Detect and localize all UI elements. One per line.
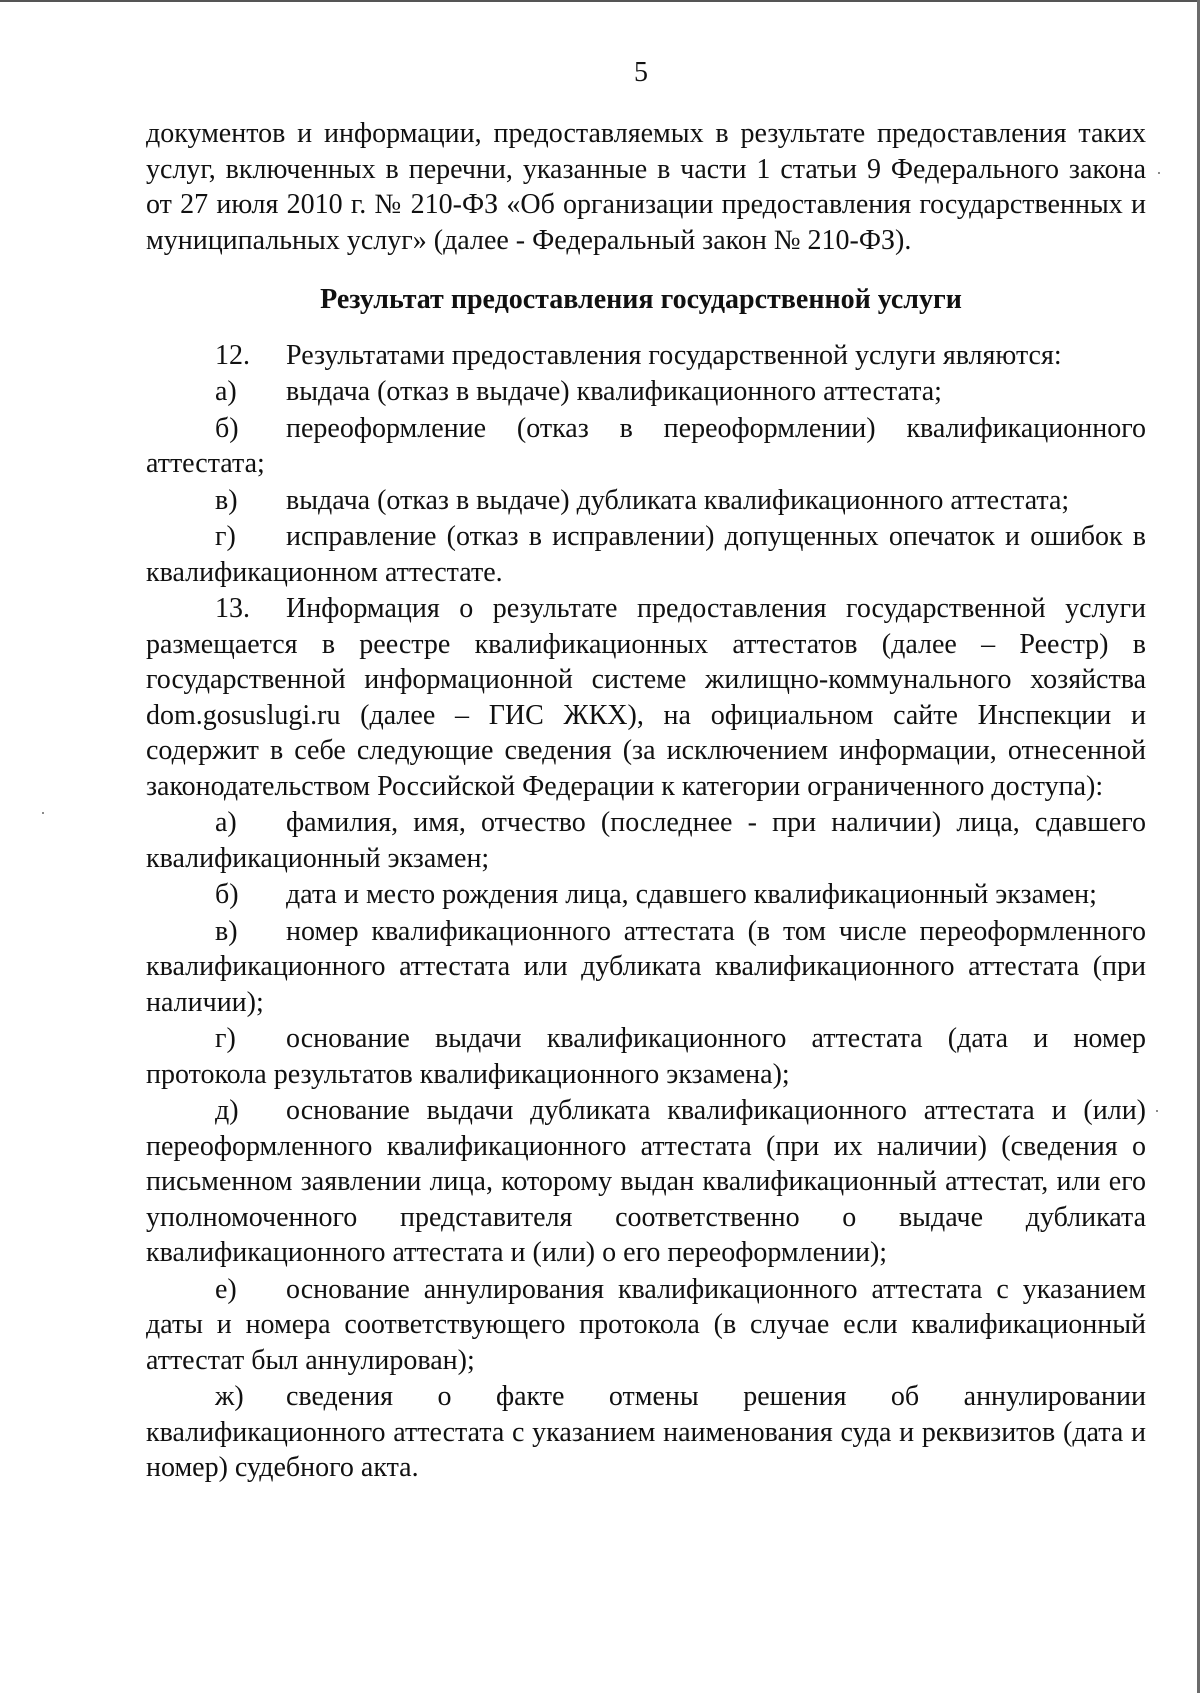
clause-12-item (146, 374, 1146, 410)
item-marker: д) (215, 1095, 239, 1126)
item-marker: б) (215, 412, 239, 444)
clause-12-item (146, 483, 1146, 519)
item-text: основание аннулирования квалификационного аттестата с указанием даты и номера соответствующего протокола (в случае если квалификационный аттестат был аннулирован); (146, 1273, 1146, 1376)
clause-number: 12. (215, 339, 250, 371)
clause-13-item (146, 1272, 1146, 1379)
clause-12-item (146, 519, 1146, 590)
clause-13-item (146, 1021, 1146, 1092)
item-marker: ж) (215, 1381, 244, 1412)
clause-12 (146, 338, 1146, 374)
item-marker: в) (215, 915, 238, 947)
item-text: номер квалификационного аттестата (в том числе переоформленного квалификационного аттестата или дубликата квалификационного аттестата (при наличии); (146, 915, 1146, 1018)
scan-speck (1156, 1110, 1158, 1112)
item-text: сведения о факте отмены решения об аннулировании квалификационного аттестата с указанием наименования суда и реквизитов (дата и номер) судебного акта. (146, 1381, 1146, 1483)
item-marker: б) (215, 879, 239, 910)
item-marker: е) (215, 1273, 237, 1305)
clause-number: 13. (215, 593, 250, 624)
item-text: основание выдачи дубликата квалификационного аттестата и (или) переоформленного квалификационного аттестата (при их наличии) (сведения о письменном заявлении лица, которому выдан квалификационный аттестат, или его уполномоченного представителя соответственно о выдаче дубликата квалификационного аттестата и (или) о его переоформлении); (146, 1095, 1146, 1268)
paragraph-text: документов и информации, предоставляемых в результате предоставления таких услуг, включенных в перечни, указанные в части 1 статьи 9 Федерального закона от 27 июля 2010 г. № 210-ФЗ «Об организации предоставления государственных и муниципальных услуг» (далее - Федеральный закон № 210-ФЗ). (146, 118, 1146, 256)
scan-top-edge (0, 0, 1200, 2)
clause-13-item (146, 877, 1146, 913)
item-text: переоформление (отказ в переоформлении) квалификационного аттестата; (146, 412, 1146, 479)
item-text: основание выдачи квалификационного аттестата (дата и номер протокола результатов квалификационного экзамена); (146, 1023, 1146, 1090)
item-marker: в) (215, 484, 238, 516)
scan-speck (1158, 172, 1160, 174)
clause-13-item (146, 914, 1146, 1021)
clause-13-item (146, 805, 1146, 876)
item-marker: г) (215, 521, 236, 552)
item-text: дата и место рождения лица, сдавшего квалификационный экзамен; (286, 879, 1097, 910)
clause-12-item (146, 411, 1146, 482)
document-body (146, 116, 1146, 1487)
clause-text: Результатами предоставления государственной услуги являются: (286, 339, 1062, 371)
item-text: выдача (отказ в выдаче) квалификационного аттестата; (286, 376, 942, 407)
item-text: фамилия, имя, отчество (последнее - при наличии) лица, сдавшего квалификационный экзамен; (146, 807, 1146, 874)
page-number: 5 (634, 57, 648, 88)
item-marker: а) (215, 807, 237, 838)
continued-paragraph (146, 116, 1146, 258)
scan-speck (42, 812, 44, 814)
item-text: исправление (отказ в исправлении) допущенных опечаток и ошибок в квалификационном аттестате. (146, 521, 1146, 588)
item-marker: г) (215, 1023, 236, 1054)
item-marker: а) (215, 376, 237, 407)
clause-13 (146, 591, 1146, 804)
clause-text: Информация о результате предоставления государственной услуги размещается в реестре квалификационных аттестатов (далее – Реестр) в государственной информационной системе жилищно-коммунального хозяйства dom.gosuslugi.ru (далее – ГИС ЖКХ), на официальном сайте Инспекции и содержит в себе следующие сведения (за исключением информации, отнесенной законодательством Российской Федерации к категории ограниченного доступа): (146, 593, 1146, 802)
item-text: выдача (отказ в выдаче) дубликата квалификационного аттестата; (286, 484, 1070, 516)
clause-13-item (146, 1379, 1146, 1486)
section-heading: Результат предоставления государственной услуги (320, 284, 962, 315)
clause-13-item (146, 1093, 1146, 1271)
